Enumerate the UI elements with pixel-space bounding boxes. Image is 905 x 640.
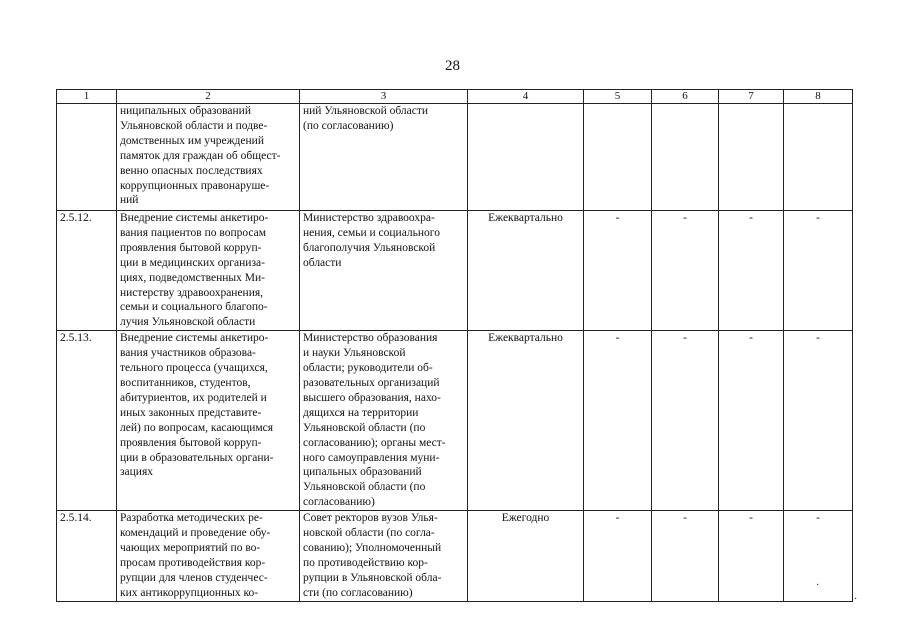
- col8-cell: -: [784, 331, 853, 511]
- col5-cell: -: [584, 331, 652, 511]
- table-row: [57, 211, 853, 331]
- col6-cell: -: [652, 331, 719, 511]
- text-line: рупции в Ульяновской обла-: [303, 571, 442, 584]
- col5-cell: -: [584, 511, 652, 601]
- text-line: высшего образования, нахо-: [303, 391, 441, 404]
- text-line: просам противодействия кор-: [120, 556, 266, 569]
- text-line: согласованию); органы мест-: [303, 436, 446, 449]
- col7-cell: [719, 104, 784, 211]
- text-line: Ульяновской области (по: [303, 481, 426, 494]
- text-line: Внедрение системы анкетиро-: [120, 212, 269, 224]
- text-line: вания участников образова-: [120, 347, 256, 360]
- measure-cell: [117, 511, 300, 601]
- executor-cell: [300, 331, 468, 511]
- text-line: и науки Ульяновской: [303, 347, 406, 360]
- plan-table: [56, 89, 853, 602]
- column-header-3: 3: [300, 90, 468, 104]
- executor-cell: [300, 211, 468, 331]
- period-cell: Ежеквартально: [468, 331, 584, 511]
- text-line: венно опасных последствиях: [120, 164, 263, 177]
- text-line: области: [303, 256, 342, 269]
- page-number: 28: [445, 58, 460, 74]
- col7-cell: -: [719, 511, 784, 601]
- text-line: нистерству здравоохранения,: [120, 286, 264, 299]
- text-line: согласованию): [303, 496, 375, 509]
- text-line: нения, семьи и социального: [303, 226, 440, 239]
- column-header-5: 5: [584, 90, 652, 104]
- column-header-2: 2: [117, 90, 300, 104]
- text-line: лучия Ульяновской области: [120, 316, 256, 329]
- column-header-1: 1: [57, 90, 117, 104]
- text-line: Разработка методических ре-: [120, 512, 263, 525]
- text-line: новской области (по согла-: [303, 527, 435, 540]
- text-line: ний Ульяновской области: [303, 105, 429, 117]
- text-line: ного самоуправления муни-: [303, 451, 440, 464]
- scan-speck: ·: [854, 594, 858, 605]
- text-line: вания пациентов по вопросам: [120, 226, 267, 239]
- table-row: [57, 331, 853, 511]
- period-cell: Ежегодно: [468, 511, 584, 601]
- col8-cell: -: [784, 511, 853, 601]
- text-line: Внедрение системы анкетиро-: [120, 332, 269, 345]
- text-line: Совет ректоров вузов Улья-: [303, 512, 438, 525]
- text-line: (по согласованию): [303, 119, 394, 132]
- column-header-4: 4: [468, 90, 584, 104]
- measure-cell: [117, 331, 300, 511]
- text-line: тельного процесса (учащихся,: [120, 362, 268, 375]
- text-line: ципальных образований: [303, 466, 422, 479]
- executor-cell: [300, 511, 468, 601]
- column-header-6: 6: [652, 90, 719, 104]
- column-header-7: 7: [719, 90, 784, 104]
- text-line: сти (по согласованию): [303, 586, 413, 599]
- text-line: Ульяновской области и подве-: [120, 119, 268, 132]
- text-line: ний: [120, 194, 139, 207]
- text-line: иных законных представите-: [120, 406, 262, 419]
- text-line: ции в медицинских организа-: [120, 256, 265, 269]
- item-number: 2.5.13.: [57, 331, 117, 511]
- executor-cell: [300, 104, 468, 211]
- text-line: домственных им учреждений: [120, 134, 264, 147]
- item-number: 2.5.14.: [57, 511, 117, 601]
- item-number: 2.5.12.: [57, 211, 117, 331]
- text-line: области; руководители об-: [303, 362, 433, 375]
- table-row: [57, 511, 853, 601]
- col7-cell: -: [719, 331, 784, 511]
- col6-cell: [652, 104, 719, 211]
- scan-speck: ·: [816, 580, 820, 591]
- col5-cell: [584, 104, 652, 211]
- text-line: Ульяновской области (по: [303, 421, 426, 434]
- period-cell: [468, 104, 584, 211]
- text-line: Министерство образования: [303, 332, 438, 345]
- text-line: ких антикоррупционных ко-: [120, 586, 259, 599]
- text-line: лей) по вопросам, касающимся: [120, 421, 274, 434]
- period-cell: Ежеквартально: [468, 211, 584, 331]
- text-line: циях, подведомственных Ми-: [120, 271, 265, 284]
- text-line: чающих мероприятий по во-: [120, 541, 261, 554]
- text-line: абитуриентов, их родителей и: [120, 391, 267, 404]
- text-line: воспитанников, студентов,: [120, 376, 251, 389]
- text-line: по противодействию кор-: [303, 556, 428, 569]
- text-line: дящихся на территории: [303, 406, 419, 419]
- text-line: семьи и социального благопо-: [120, 301, 268, 314]
- col5-cell: -: [584, 211, 652, 331]
- col8-cell: [784, 104, 853, 211]
- text-line: коррупционных правонаруше-: [120, 179, 270, 192]
- header-row: [57, 90, 853, 104]
- col6-cell: -: [652, 511, 719, 601]
- text-line: Министерство здравоохра-: [303, 212, 435, 224]
- col8-cell: -: [784, 211, 853, 331]
- text-line: зациях: [120, 466, 153, 479]
- measure-cell: [117, 104, 300, 211]
- text-line: комендаций и проведение обу-: [120, 527, 271, 540]
- column-header-8: 8: [784, 90, 853, 104]
- table-row: [57, 104, 853, 211]
- text-line: разовательных организаций: [303, 376, 440, 389]
- text-line: памяток для граждан об общест-: [120, 149, 281, 162]
- col7-cell: -: [719, 211, 784, 331]
- col6-cell: -: [652, 211, 719, 331]
- item-number: [57, 104, 117, 211]
- measure-cell: [117, 211, 300, 331]
- text-line: проявления бытовой корруп-: [120, 436, 262, 449]
- text-line: ниципальных образований: [120, 105, 251, 117]
- text-line: рупции для членов студенчес-: [120, 571, 268, 584]
- text-line: благополучия Ульяновской: [303, 241, 436, 254]
- text-line: ции в образовательных органи-: [120, 451, 274, 464]
- text-line: проявления бытовой корруп-: [120, 241, 262, 254]
- text-line: сованию); Уполномоченный: [303, 541, 442, 554]
